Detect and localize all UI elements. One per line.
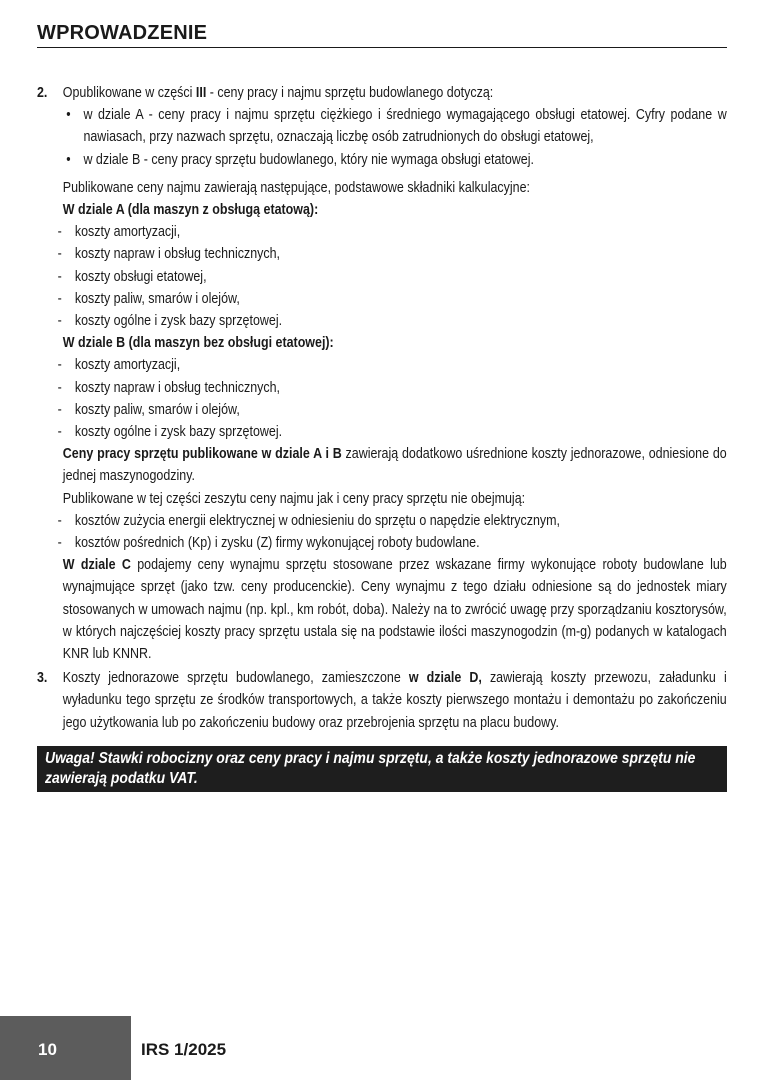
excluded-intro: Publikowane w tej części zeszytu ceny najmu jak i ceny pracy sprzętu nie obejmują: [62, 490, 526, 507]
list-item: - koszty paliw, smarów i olejów, [56, 399, 727, 421]
group-b-list [37, 354, 727, 443]
list-item: - kosztów pośrednich (Kp) i zysku (Z) firmy wykonującej roboty budowlane. [56, 532, 727, 554]
costs-intro: Publikowane ceny najmu zawierają następujące, podstawowe składniki kalkulacyjne: [62, 179, 530, 196]
list-item: • w dziale B - ceny pracy sprzętu budowlanego, który nie wymaga obsługi etatowej. [63, 149, 727, 171]
vat-warning-box [37, 746, 727, 792]
group-a-list [37, 221, 727, 332]
publication-title: IRS 1/2025 [141, 1040, 227, 1059]
section-2 [37, 82, 727, 221]
one-time-costs-paragraph: Ceny pracy sprzętu publikowane w dziale A i B zawierają dodatkowo uśrednione koszty jednorazowe, odniesione do jednej maszynogodziny. [62, 446, 727, 485]
list-item: - kosztów zużycia energii elektrycznej w odniesieniu do sprzętu o napędzie elektrycznym, [56, 510, 727, 532]
list-item: - koszty ogólne i zysk bazy sprzętowej. [56, 310, 727, 332]
vat-warning-text: Uwaga! Stawki robocizny oraz ceny pracy i najmu sprzętu, a także koszty jednorazowe sprzętu nie zawierają podatku VAT. [45, 750, 696, 787]
main-content [37, 80, 727, 734]
list-item: - koszty napraw i obsług technicznych, [56, 377, 727, 399]
excluded-list [37, 510, 727, 554]
section-3-number: 3. [37, 670, 48, 687]
list-item: - koszty napraw i obsług technicznych, [56, 243, 727, 265]
page-number: 10 [0, 1016, 131, 1080]
section-2-intro: Opublikowane w części III - ceny pracy i najmu sprzętu budowlanego dotyczą: [62, 85, 494, 101]
group-b-heading: W dziale B (dla maszyn bez obsługi etatowej): [62, 335, 334, 352]
section-2-number: 2. [37, 85, 48, 101]
section-3: 3. Koszty jednorazowe sprzętu budowlanego, zamieszczone w dziale D, zawierają koszty przewozu, załadunku i wyładunku tego sprzętu ze środków transportowych, a także koszty pierwszego montażu i demontażu po zakończeniu jego użytkowania lub po zakończeniu budowy oraz przebrojenia sprzętu na placu budowy. [37, 667, 727, 734]
list-item: - koszty paliw, smarów i olejów, [56, 288, 727, 310]
page-title: WPROWADZENIE [37, 22, 727, 48]
section-c-paragraph: W dziale C podajemy ceny wynajmu sprzętu stosowane przez wskazane firmy wykonujące roboty budowlane lub wynajmujące sprzęt (jako tzw. ceny producenckie). Ceny wynajmu z tego działu odniesione są do jednostek miary stosowanych w umowach najmu (np. kpl., km robót, doba). Należy na to zwrócić uwagę przy sporządzaniu kosztorysów, w których najczęściej koszty pracy sprzętu ustala się na podstawie ilości maszynogodzin (m-g) podanych w katalogach KNR lub KNNR. [62, 557, 727, 663]
list-item: • w dziale A - ceny pracy i najmu sprzętu ciężkiego i średniego wymagającego obsługi etatowej. Cyfry podane w nawiasach, przy nazwach sprzętu, oznaczają liczbę osób zatrudnionych do obsługi etatowej, [63, 104, 727, 148]
list-item: - koszty amortyzacji, [56, 354, 727, 376]
list-item: - koszty ogólne i zysk bazy sprzętowej. [56, 421, 727, 443]
list-item: - koszty amortyzacji, [56, 221, 727, 243]
group-a-heading: W dziale A (dla maszyn z obsługą etatową): [62, 202, 319, 219]
list-item: - koszty obsługi etatowej, [56, 266, 727, 288]
